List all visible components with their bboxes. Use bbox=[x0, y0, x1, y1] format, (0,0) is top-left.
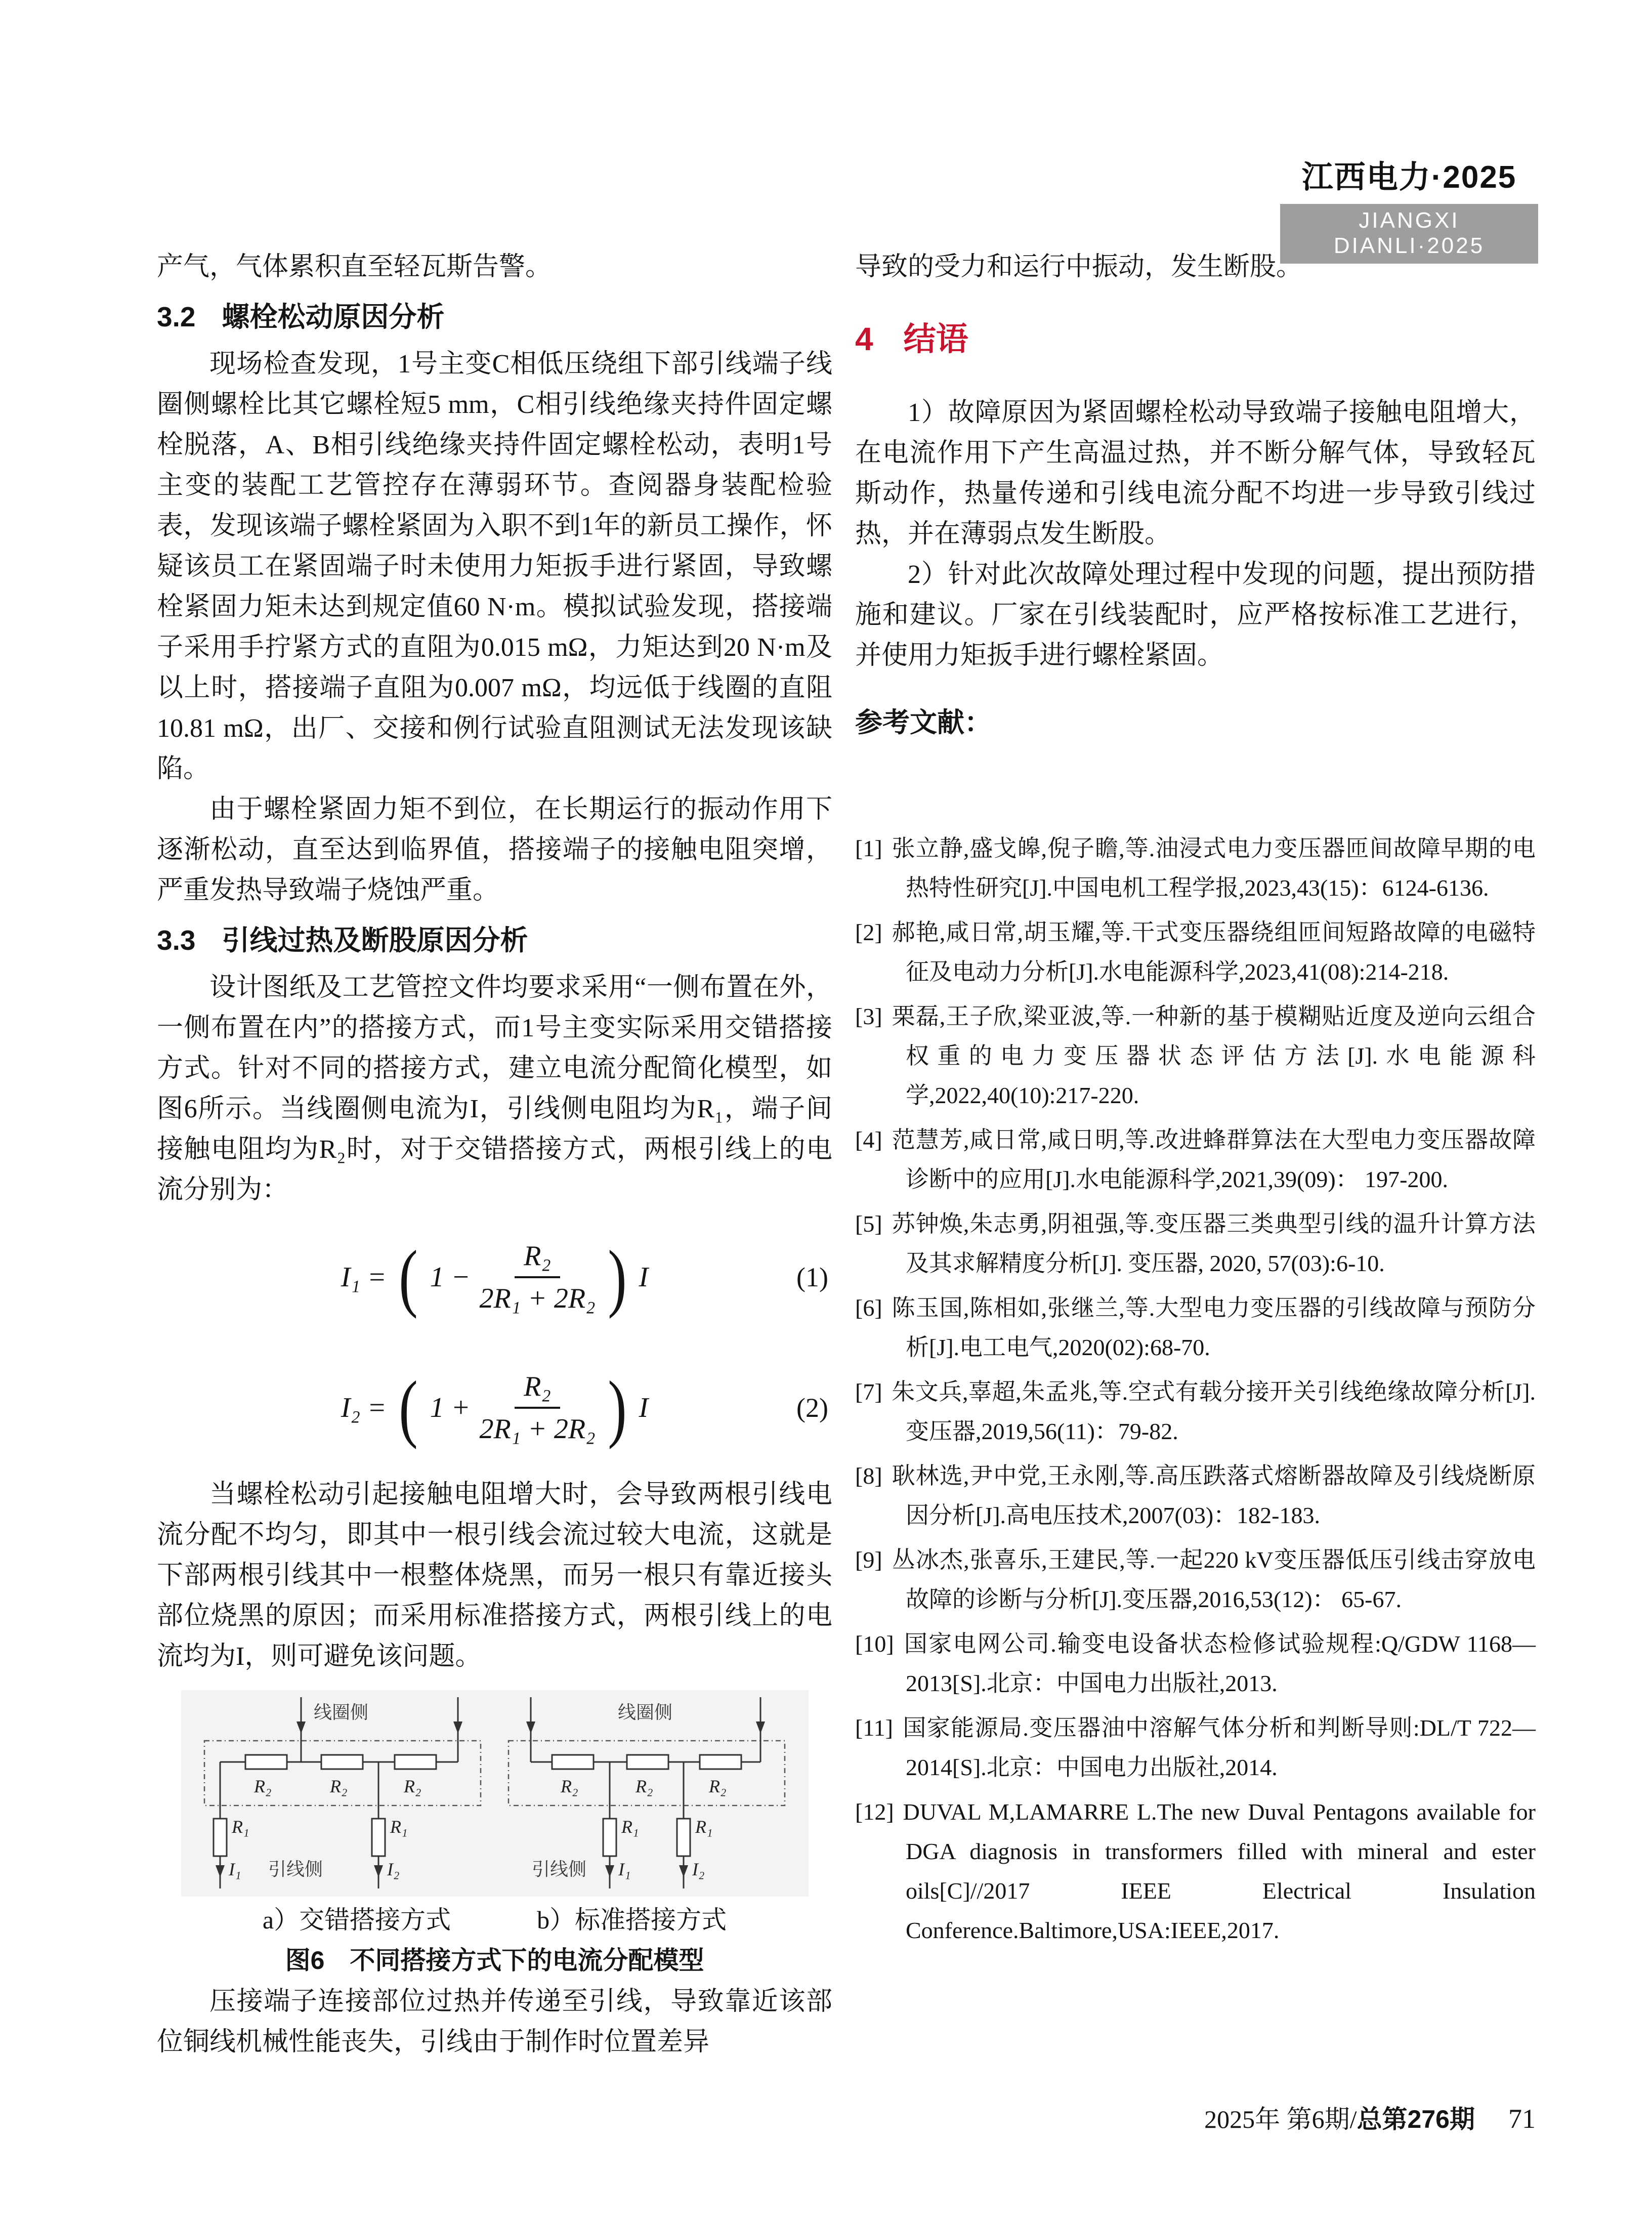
reference-item bbox=[855, 1792, 1536, 1950]
journal-title-en-badge: JIANGXI DIANLI·2025 bbox=[1280, 204, 1538, 264]
reference-item bbox=[855, 1540, 1536, 1619]
equation-lhs: I₁ = bbox=[341, 1262, 387, 1293]
fraction-denominator: 2R₁ + 2R₂ bbox=[479, 1283, 596, 1314]
fraction bbox=[479, 1370, 595, 1445]
figure-caption: 图6 不同搭接方式下的电流分配模型 bbox=[285, 1946, 704, 1975]
close-paren: ) bbox=[607, 1366, 627, 1450]
open-paren: ( bbox=[398, 1235, 418, 1319]
equation-number: (1) bbox=[796, 1262, 828, 1292]
equation-factor: I bbox=[639, 1262, 649, 1293]
svg-text:R₁: R₁ bbox=[390, 1817, 408, 1837]
section-heading-4 bbox=[855, 317, 1536, 361]
footer-issue-total: 总第276期 bbox=[1357, 2105, 1475, 2133]
subcaption-a: a）交错搭接方式 bbox=[262, 1906, 451, 1934]
circuit-diagram-staggered bbox=[197, 1697, 488, 1889]
section-number: 3.2 bbox=[157, 301, 196, 332]
equation-body bbox=[341, 1366, 649, 1450]
open-paren: ( bbox=[398, 1366, 418, 1450]
equation-2 bbox=[157, 1344, 832, 1472]
subcaption-b: b）标准搭接方式 bbox=[537, 1906, 727, 1934]
reference-label: [9] bbox=[855, 1547, 882, 1573]
reference-label: [8] bbox=[855, 1463, 882, 1489]
svg-text:R₂: R₂ bbox=[329, 1776, 348, 1796]
figure-subcaptions bbox=[157, 1904, 832, 1936]
svg-text:引线侧: 引线侧 bbox=[268, 1859, 323, 1879]
figure-6 bbox=[157, 1690, 832, 1977]
paragraph-continuation: 产气，气体累积直至轻瓦斯告警。 bbox=[157, 253, 552, 281]
paragraph: 当螺栓松动引起接触电阻增大时，会导致两根引线电流分配不均匀，即其中一根引线会流过较大电流，这就是下部两根引线其中一根整体烧黑，而另一根只有靠近接头部位烧黑的原因；而采用标准搭接方式，两根引线上的电流均为I，则可避免该问题。 bbox=[157, 1480, 832, 1671]
reference-label: [7] bbox=[855, 1379, 882, 1405]
svg-text:I₁: I₁ bbox=[618, 1859, 631, 1879]
section-title: 螺栓松动原因分析 bbox=[222, 301, 445, 332]
reference-item bbox=[855, 1708, 1536, 1787]
reference-item bbox=[855, 913, 1536, 992]
reference-label: [3] bbox=[855, 1003, 882, 1029]
footer-issue-info: 2025年 第6期/ bbox=[1204, 2105, 1357, 2133]
fraction bbox=[479, 1240, 595, 1315]
fraction-numerator: R₂ bbox=[515, 1370, 560, 1409]
paragraph: 2）针对此次故障处理过程中发现的问题，提出预防措施和建议。厂家在引线装配时，应严格按标准工艺进行，并使用力矩扳手进行螺栓紧固。 bbox=[855, 560, 1536, 670]
paragraph: 压接端子连接部位过热并传递至引线，导致靠近该部位铜线机械性能丧失，引线由于制作时位置差异 bbox=[157, 1987, 832, 2056]
svg-text:R₂: R₂ bbox=[253, 1776, 272, 1796]
reference-label: [6] bbox=[855, 1295, 882, 1321]
paragraph: 1）故障原因为紧固螺栓松动导致端子接触电阻增大，在电流作用下产生高温过热，并不断分解气体，导致轻瓦斯动作，热量传递和引线电流分配不均进一步导致引线过热，并在薄弱点发生断股。 bbox=[855, 398, 1536, 549]
reference-item bbox=[855, 1624, 1536, 1703]
svg-text:R₂: R₂ bbox=[708, 1776, 727, 1796]
paragraph: 由于螺栓紧固力矩不到位，在长期运行的振动作用下逐渐松动，直至达到临界值，搭接端子的接触电阻突增，严重发热导致端子烧蚀严重。 bbox=[157, 795, 832, 905]
paragraph: 设计图纸及工艺管控文件均要求采用“一侧布置在外，一侧布置在内”的搭接方式，而1号主变实际采用交错搭接方式。针对不同的搭接方式，建立电流分配简化模型，如图6所示。当线圈侧电流为I，引线侧电阻均为R₁，端子间接触电阻均为R₂时，对于交错搭接方式，两根引线上的电流分别为： bbox=[157, 973, 832, 1204]
references-list bbox=[855, 829, 1536, 1950]
reference-item bbox=[855, 1204, 1536, 1283]
reference-text: DUVAL M,LAMARRE L.The new Duval Pentagons available for DGA diagnosis in transformers filled with mineral and ester oils[C]//2017 IEEE Electrical Insulation Conference.Baltimore,USA:IEEE,2017. bbox=[903, 1799, 1536, 1943]
svg-text:R₂: R₂ bbox=[560, 1776, 578, 1796]
paragraph-continuation: 导致的受力和运行中振动，发生断股。 bbox=[855, 253, 1303, 281]
left-column bbox=[157, 247, 832, 2063]
circuit-diagram-standard bbox=[501, 1697, 792, 1889]
reference-item bbox=[855, 1372, 1536, 1451]
svg-text:R₂: R₂ bbox=[635, 1776, 653, 1796]
equation-term: 1 + bbox=[430, 1392, 471, 1423]
svg-text:线圈侧: 线圈侧 bbox=[313, 1702, 368, 1723]
svg-text:R₁: R₁ bbox=[695, 1817, 713, 1837]
section-heading-3-2 bbox=[157, 297, 832, 337]
reference-label: [2] bbox=[855, 919, 882, 945]
reference-text: 张立静,盛戈皞,倪子瞻,等.油浸式电力变压器匝间故障早期的电热特性研究[J].中国电机工程学报,2023,43(15)：6124-6136. bbox=[891, 835, 1536, 901]
reference-item bbox=[855, 997, 1536, 1115]
reference-text: 丛冰杰,张喜乐,王建民,等.一起220 kV变压器低压引线击穿放电故障的诊断与分析[J].变压器,2016,53(12)： 65-67. bbox=[891, 1547, 1536, 1612]
section-title: 引线过热及断股原因分析 bbox=[222, 925, 528, 956]
fraction-numerator: R₂ bbox=[515, 1240, 560, 1278]
reference-label: [1] bbox=[855, 835, 882, 861]
equation-factor: I bbox=[639, 1392, 649, 1423]
svg-text:线圈侧: 线圈侧 bbox=[617, 1702, 672, 1723]
reference-label: [5] bbox=[855, 1211, 882, 1237]
right-column bbox=[855, 247, 1536, 1955]
close-paren: ) bbox=[607, 1235, 627, 1319]
reference-item bbox=[855, 1288, 1536, 1367]
paragraph: 现场检查发现，1号主变C相低压绕组下部引线端子线圈侧螺栓比其它螺栓短5 mm，C相引线绝缘夹持件固定螺栓脱落，A、B相引线绝缘夹持件固定螺栓松动，表明1号主变的装配工艺管控存在薄弱环节。查阅器身装配检验表，发现该端子螺栓紧固为入职不到1年的新员工操作，怀疑该员工在紧固端子时未使用力矩扳手进行紧固，导致螺栓紧固力矩未达到规定值60 N·m。模拟试验发现，搭接端子采用手拧紧方式的直阻为0.015 mΩ，力矩达到20 N·m及以上时，搭接端子直阻为0.007 mΩ，均远低于线圈的直阻10.81 mΩ，出厂、交接和例行试验直阻测试无法发现该缺陷。 bbox=[157, 350, 832, 783]
reference-item bbox=[855, 1120, 1536, 1199]
reference-text: 郝艳,咸日常,胡玉耀,等.干式变压器绕组匝间短路故障的电磁特征及电动力分析[J].水电能源科学,2023,41(08):214-218. bbox=[891, 919, 1536, 985]
equation-term: 1 − bbox=[430, 1262, 471, 1293]
equation-1 bbox=[157, 1213, 832, 1341]
reference-item bbox=[855, 829, 1536, 908]
reference-label: [12] bbox=[855, 1799, 894, 1825]
svg-text:R₁: R₁ bbox=[621, 1817, 639, 1837]
section-number: 3.3 bbox=[157, 925, 196, 956]
section-heading-3-3 bbox=[157, 920, 832, 960]
equation-lhs: I₂ = bbox=[341, 1392, 387, 1423]
reference-text: 国家能源局.变压器油中溶解气体分析和判断导则:DL/T 722—2014[S].北京：中国电力出版社,2014. bbox=[902, 1715, 1536, 1780]
journal-title-cn: 江西电力·2025 bbox=[1301, 160, 1517, 195]
equation-body bbox=[341, 1235, 649, 1319]
page-number: 71 bbox=[1508, 2104, 1536, 2134]
reference-label: [11] bbox=[855, 1715, 893, 1741]
svg-text:I₁: I₁ bbox=[228, 1859, 241, 1879]
section-number: 4 bbox=[855, 321, 873, 357]
reference-text: 栗磊,王子欣,梁亚波,等.一种新的基于模糊贴近度及逆向云组合权重的电力变压器状态评估方法[J].水电能源科学,2022,40(10):217-220. bbox=[891, 1003, 1536, 1108]
reference-label: [4] bbox=[855, 1127, 882, 1153]
reference-text: 苏钟焕,朱志勇,阴祖强,等.变压器三类典型引线的温升计算方法及其求解精度分析[J]. 变压器, 2020, 57(03):6-10. bbox=[891, 1211, 1536, 1276]
figure-6-diagrams bbox=[181, 1690, 809, 1897]
reference-text: 国家电网公司.输变电设备状态检修试验规程:Q/GDW 1168—2013[S].北京：中国电力出版社,2013. bbox=[903, 1631, 1536, 1696]
equation-number: (2) bbox=[796, 1393, 828, 1423]
reference-text: 朱文兵,辜超,朱孟兆,等.空式有载分接开关引线绝缘故障分析[J].变压器,2019,56(11)：79-82. bbox=[891, 1379, 1536, 1444]
svg-text:R₁: R₁ bbox=[231, 1817, 249, 1837]
section-title: 结语 bbox=[903, 321, 968, 357]
reference-text: 范慧芳,咸日常,咸日明,等.改进蜂群算法在大型电力变压器故障诊断中的应用[J].水电能源科学,2021,39(09)： 197-200. bbox=[891, 1127, 1536, 1192]
reference-item bbox=[855, 1456, 1536, 1535]
fraction-denominator: 2R₁ + 2R₂ bbox=[479, 1413, 596, 1445]
page-footer bbox=[855, 2099, 1536, 2135]
svg-text:I₂: I₂ bbox=[692, 1859, 705, 1879]
svg-text:引线侧: 引线侧 bbox=[531, 1859, 586, 1879]
svg-text:I₂: I₂ bbox=[387, 1859, 400, 1879]
references-heading: 参考文献： bbox=[855, 707, 992, 738]
svg-text:R₂: R₂ bbox=[403, 1776, 421, 1796]
reference-text: 陈玉国,陈相如,张继兰,等.大型电力变压器的引线故障与预防分析[J].电工电气,2020(02):68-70. bbox=[891, 1295, 1536, 1360]
reference-label: [10] bbox=[855, 1631, 894, 1657]
reference-text: 耿林选,尹中党,王永刚,等.高压跌落式熔断器故障及引线烧断原因分析[J].高电压技术,2007(03)：182-183. bbox=[891, 1463, 1536, 1528]
